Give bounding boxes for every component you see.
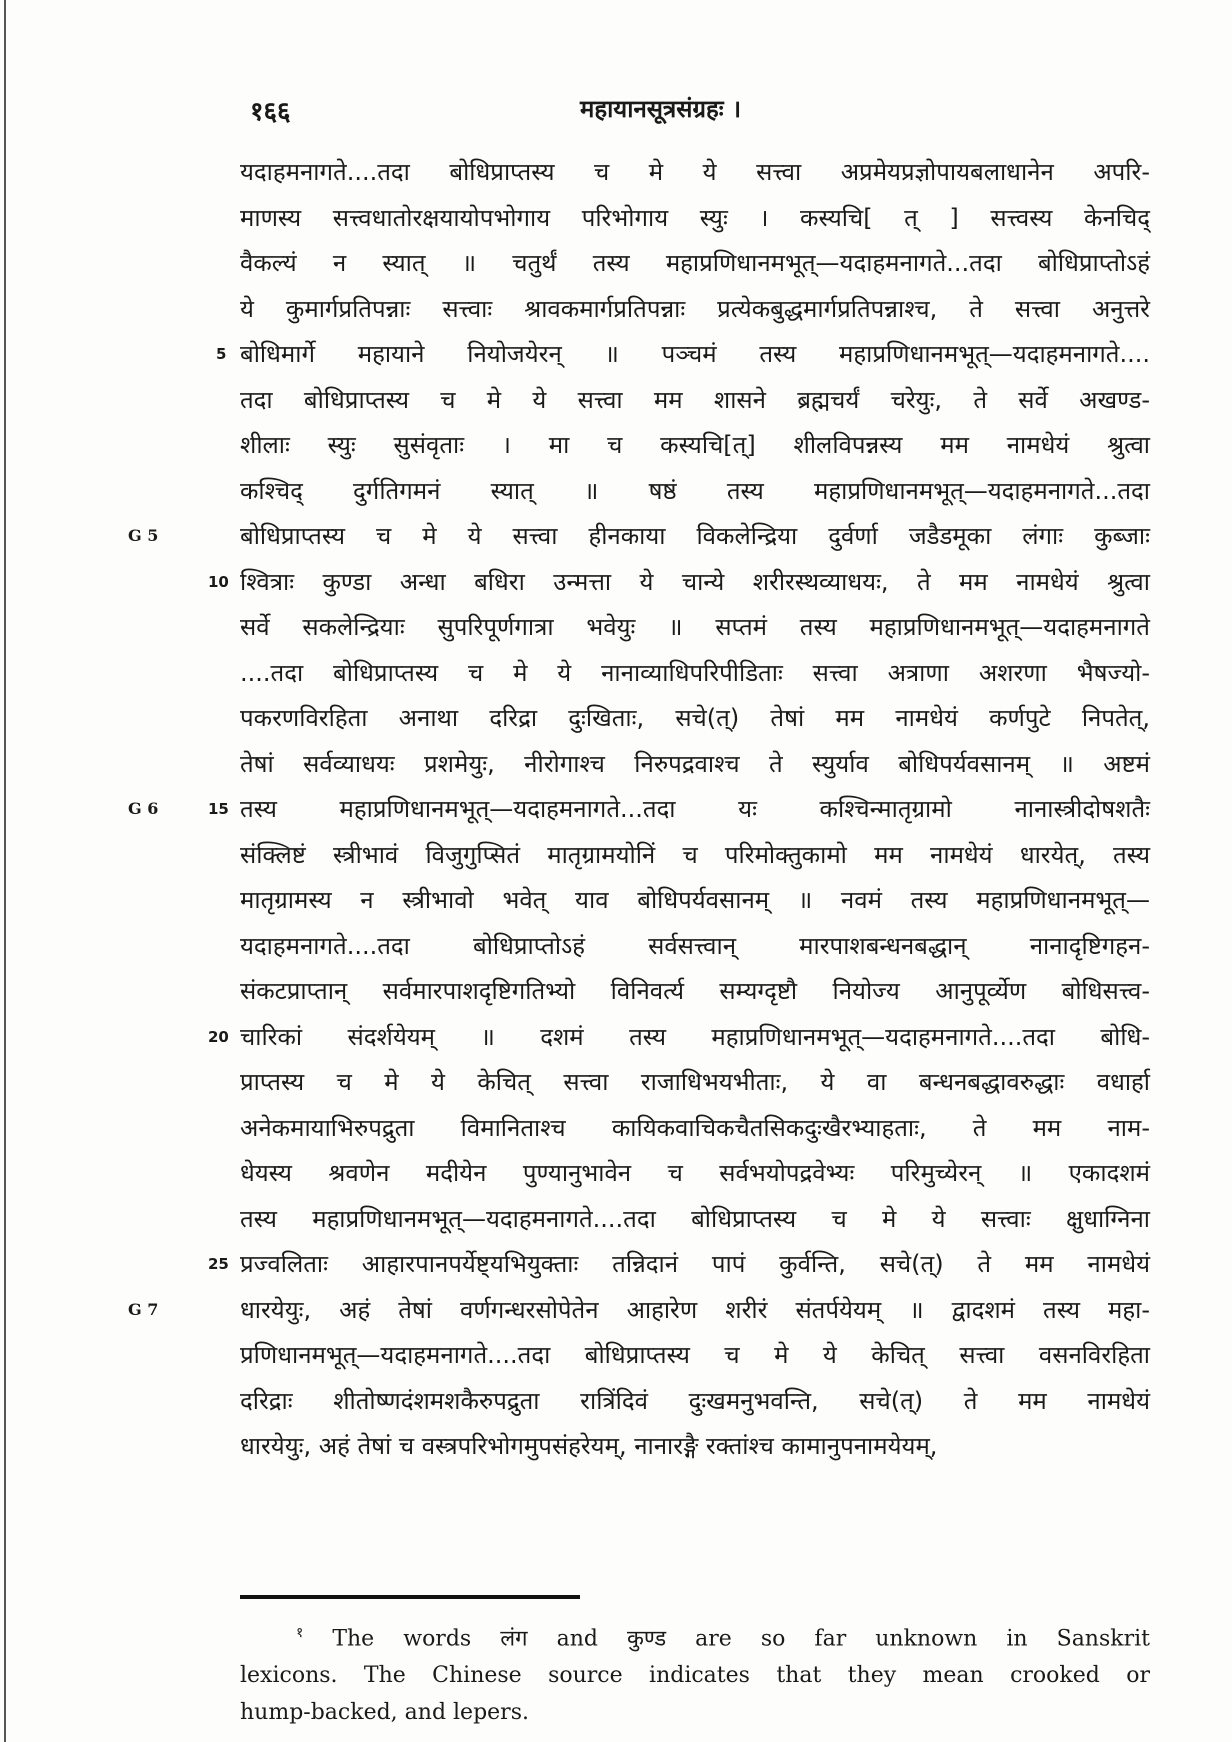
footnote-marker: १ [296,1625,304,1641]
line-text: यदाहमनागते....तदा बोधिप्राप्तस्य च मे ये सत्त्वा अप्रमेयप्रज्ञोपायबलाधानेन अपरि- [240,158,1150,186]
text-line [240,1288,1150,1334]
text-line [240,1333,1150,1379]
footnote-line: $^१$ The words लंग and कुण्ड are so far unknown in Sanskrit [296,1625,1150,1652]
text-line [240,1197,1150,1243]
text-line [240,924,1150,970]
line-text: वैकल्यं न स्यात् ॥ चतुर्थं तस्य महाप्रणिधानमभूत्—यदाहमनागते...तदा बोधिप्राप्तोऽहं [240,249,1150,277]
text-line [240,241,1150,287]
text-line [240,969,1150,1015]
text-line [240,605,1150,651]
text-line [240,696,1150,742]
line-text: तस्य महाप्रणिधानमभूत्—यदाहमनागते...तदा यः कश्चिन्मातृग्रामो नानास्त्रीदोषशतैः [240,795,1150,823]
line-text: माणस्य सत्त्वधातोरक्षयायोपभोगाय परिभोगाय स्युः । कस्यचि[ त् ] सत्त्वस्य केनचिद् [240,203,1150,232]
text-line [216,332,1150,378]
text-line [240,1151,1150,1197]
line-text: कश्चिद् दुर्गतिगमनं स्यात् ॥ षष्ठं तस्य महाप्रणिधानमभूत्—यदाहमनागते...तदा [240,476,1150,505]
line-text: बोधिप्राप्तस्य च मे ये सत्त्वा हीनकाया विकलेन्द्रिया दुर्वर्णा जडैडमूका लंगाः कुब्जाः [240,522,1150,550]
text-line [240,1424,1150,1470]
line-text: संकटप्राप्तान् सर्वमारपाशदृष्टिगतिभ्यो विनिवर्त्य सम्यग्दृष्टौ नियोज्य आनुपूर्व्येण बोधिसत्त्व- [240,977,1150,1005]
text-line [240,651,1150,697]
line-number: 25 [208,1255,229,1273]
footnote [240,1615,1150,1731]
footnote-line: hump-backed, and lepers. [240,1700,529,1726]
text-line [240,878,1150,924]
line-text: चारिकां संदर्शयेयम् ॥ दशमं तस्य महाप्रणिधानमभूत्—यदाहमनागते....तदा बोधि- [240,1022,1150,1051]
text-line [240,378,1150,424]
line-number: 15 [208,800,229,818]
text-line [240,1379,1150,1425]
footnote-rule [240,1595,580,1599]
text-line [208,1242,1150,1288]
text-line [240,287,1150,333]
text-line [240,196,1150,242]
line-number: 5 [216,345,227,363]
line-number: 20 [208,1027,229,1046]
page-number: १६६ [250,97,291,127]
line-text: धेयस्य श्रवणेन मदीयेन पुण्यानुभावेन च सर्वभयोपद्रवेभ्यः परिमुच्येरन् ॥ एकादशमं [240,1159,1150,1187]
line-text: यदाहमनागते....तदा बोधिप्राप्तोऽहं सर्वसत्त्वान् मारपाशबन्धनबद्धान् नानादृष्टिगहन- [240,931,1150,960]
text-line [240,1106,1150,1152]
line-text: सर्वे सकलेन्द्रियाः सुपरिपूर्णगात्रा भवेयुः ॥ सप्तमं तस्य महाप्रणिधानमभूत्—यदाहमनागते [240,613,1150,641]
text-line [240,469,1150,515]
line-text: प्रणिधानमभूत्—यदाहमनागते....तदा बोधिप्राप्तस्य च मे ये केचित् सत्त्वा वसनविरहिता [240,1341,1150,1369]
margin-reference: G 5 [128,526,159,545]
line-text: दरिद्राः शीतोष्णदंशमशकैरुपद्रुता रात्रिंदिवं दुःखमनुभवन्ति, सचे(त्) ते मम नामधेयं [240,1386,1150,1415]
running-title: महायानसूत्रसंग्रहः । [580,95,742,123]
line-text: तस्य महाप्रणिधानमभूत्—यदाहमनागते....तदा बोधिप्राप्तस्य च मे ये सत्त्वाः क्षुधाग्निना [240,1204,1150,1233]
line-text: तेषां सर्वव्याधयः प्रशमेयुः, नीरोगाश्च निरुपद्रवाश्च ते स्युर्याव बोधिपर्यवसानम् ॥ अष्टमं [240,749,1150,778]
line-text: ....तदा बोधिप्राप्तस्य च मे ये नानाव्याधिपरिपीडिताः सत्त्वा अत्राणा अशरणा भैषज्यो- [240,658,1150,687]
line-text: ये कुमार्गप्रतिपन्नाः सत्त्वाः श्रावकमार्गप्रतिपन्नाः प्रत्येकबुद्धमार्गप्रतिपन्नाश्च, ते सत्त्वा अनुत्तरे [240,294,1150,323]
text-line [240,514,1150,560]
text-line [240,1060,1150,1106]
text-line [240,423,1150,469]
text-line [208,1015,1150,1061]
line-text: धारयेयुः, अहं तेषां च वस्त्रपरिभोगमुपसंहरेयम्, नानारङ्गै रक्तांश्च कामानुपनामयेयम्, [240,1432,938,1460]
line-number: 10 [208,572,229,591]
text-line [240,150,1150,196]
text-line [208,787,1150,833]
line-text: प्राप्तस्य च मे ये केचित् सत्त्वा राजाधिभयभीताः, ये वा बन्धनबद्धावरुद्धाः वधार्हा [240,1068,1150,1096]
page-header [0,92,1232,132]
line-text: मातृग्रामस्य न स्त्रीभावो भवेत् याव बोधिपर्यवसानम् ॥ नवमं तस्य महाप्रणिधानमभूत्— [240,886,1150,914]
margin-reference: G 6 [128,799,159,818]
line-text: श्वित्राः कुण्डा अन्धा बधिरा उन्मत्ता ये चान्ये शरीरस्थव्याधयः, ते मम नामधेयं श्रुत्वा [240,567,1150,596]
line-text: धारयेयुः, अहं तेषां वर्णगन्धरसोपेतेन आहारेण शरीरं संतर्पयेयम् ॥ द्वादशमं तस्य महा- [240,1295,1150,1324]
line-text: तदा बोधिप्राप्तस्य च मे ये सत्त्वा मम शासने ब्रह्मचर्यं चरेयुः, ते सर्वे अखण्ड- [240,385,1150,414]
line-text: अनेकमायाभिरुपद्रुता विमानिताश्च कायिकवाचिकचैतसिकदुःखैरभ्याहताः, ते मम नाम- [240,1113,1150,1142]
body-text [208,150,1150,1470]
line-text: पकरणविरहिता अनाथा दरिद्रा दुःखिताः, सचे(त्) तेषां मम नामधेयं कर्णपुटे निपतेत्, [240,704,1150,732]
line-text: संक्लिष्टं स्त्रीभावं विजुगुप्सितं मातृग्रामयोनिं च परिमोक्तुकामो मम नामधेयं धारयेत्, तस्य [240,840,1150,869]
line-text: प्रज्वलिताः आहारपानपर्येष्ट्यभियुक्ताः तन्निदानं पापं कुर्वन्ति, सचे(त्) ते मम नामधेयं [240,1250,1150,1278]
text-line [208,560,1150,606]
margin-reference: G 7 [128,1299,159,1319]
text-line [240,833,1150,879]
footnote-line: lexicons. The Chinese source indicates that they mean crooked or [240,1663,1150,1689]
text-line [240,742,1150,788]
page-left-edge [4,0,6,1742]
line-text: शीलाः स्युः सुसंवृताः । मा च कस्यचि[त्] शीलविपन्नस्य मम नामधेयं श्रुत्वा [240,431,1150,459]
line-text: बोधिमार्गे महायाने नियोजयेरन् ॥ पञ्चमं तस्य महाप्रणिधानमभूत्—यदाहमनागते.... [240,340,1150,368]
